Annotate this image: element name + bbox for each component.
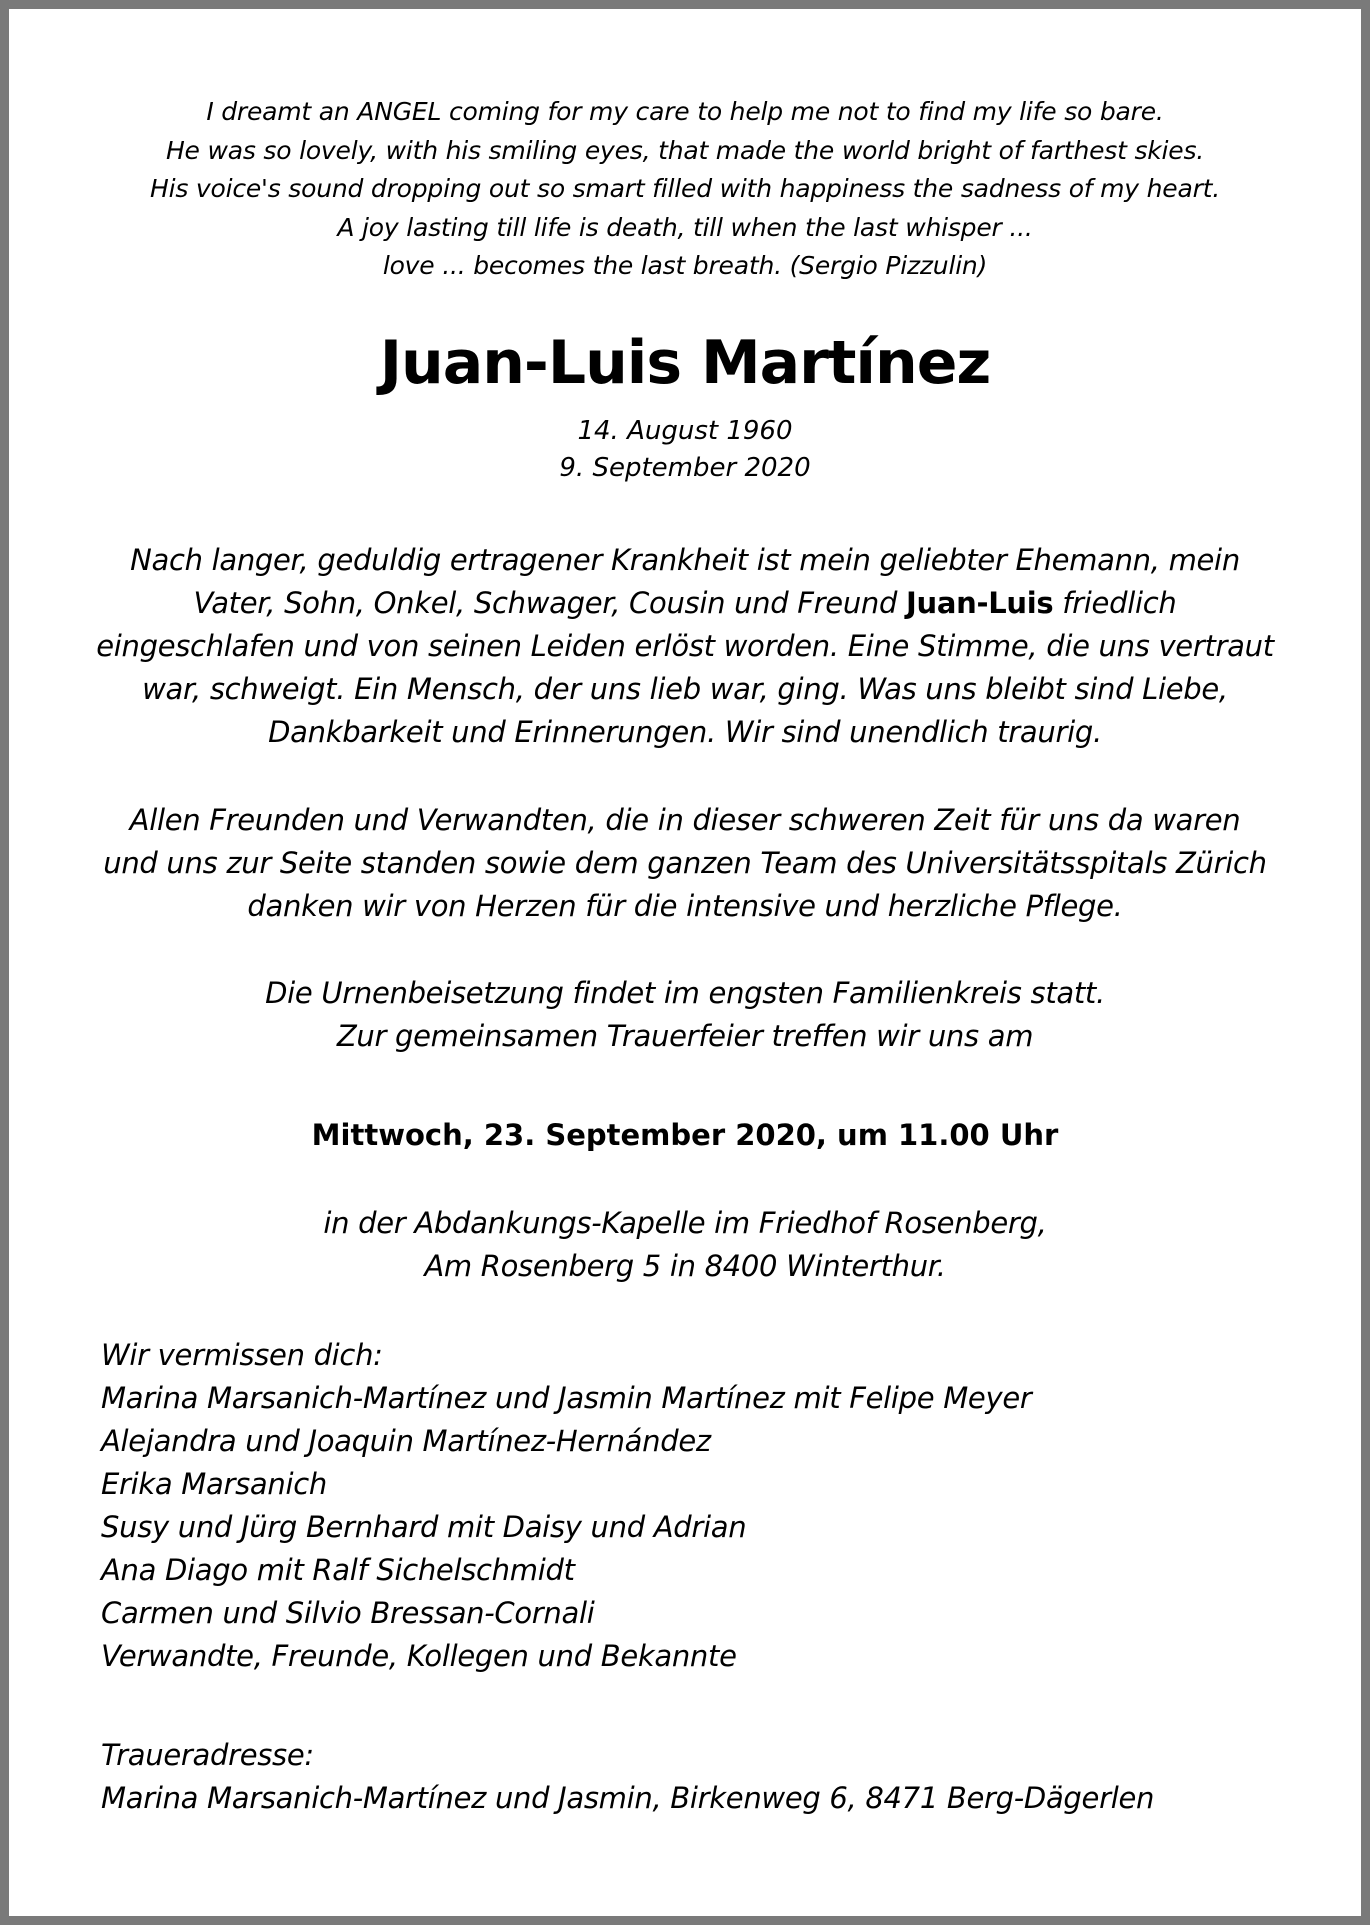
death-date: 9. September 2020 bbox=[559, 453, 811, 483]
mourner-entry: Erika Marsanich bbox=[101, 1467, 327, 1501]
mourner-entry: Marina Marsanich-Martínez und Jasmin Martínez mit Felipe Meyer bbox=[101, 1381, 1032, 1415]
poem-line: I dreamt an ANGEL coming for my care to help me not to find my life so bare. bbox=[206, 97, 1164, 126]
mourner-entry: Susy und Jürg Bernhard mit Daisy und Adrian bbox=[101, 1510, 747, 1544]
text-line: in der Abdankungs-Kapelle im Friedhof Rosenberg, bbox=[323, 1206, 1047, 1240]
poem-line: A joy lasting till life is death, till when the last whisper ... bbox=[337, 212, 1033, 242]
deceased-name: Juan-Luis Martínez bbox=[379, 328, 991, 398]
text-line bbox=[89, 582, 1281, 625]
poem-line: love ... becomes the last breath. (Sergio Pizzulin) bbox=[382, 251, 988, 280]
address-text: Marina Marsanich-Martínez und Jasmin, Birkenweg 6, 8471 Berg-Dägerlen bbox=[101, 1781, 1155, 1815]
mourner-entry: Verwandte, Freunde, Kollegen und Bekannte bbox=[101, 1639, 737, 1673]
ceremony-paragraph bbox=[89, 972, 1281, 1058]
poem-line: His voice's sound dropping out so smart filled with happiness the sadness of my heart. bbox=[149, 174, 1221, 203]
text-line: und uns zur Seite standen sowie dem ganzen Team des Universitätsspitals Zürich bbox=[103, 846, 1267, 880]
text-segment: Vater, Sohn, Onkel, Schwager, Cousin und Freund bbox=[193, 586, 907, 620]
mourner-entry: Ana Diago mit Ralf Sichelschmidt bbox=[101, 1553, 575, 1587]
ceremony-location bbox=[89, 1202, 1281, 1288]
poem bbox=[69, 93, 1301, 286]
text-line: Zur gemeinsamen Trauerfeier treffen wir uns am bbox=[336, 1019, 1034, 1053]
text-line: eingeschlafen und von seinen Leiden erlöst worden. Eine Stimme, die uns vertraut bbox=[96, 629, 1274, 663]
announcement-paragraph bbox=[89, 539, 1281, 754]
poem-line: He was so lovely, with his smiling eyes, that made the world bright of farthest skies. bbox=[165, 135, 1205, 165]
mourners-list bbox=[101, 1334, 1032, 1678]
text-line: Nach langer, geduldig ertragener Krankheit ist mein geliebter Ehemann, mein bbox=[130, 543, 1240, 577]
text-line: war, schweigt. Ein Mensch, der uns lieb war, ging. Was uns bleibt sind Liebe, bbox=[142, 672, 1228, 706]
text-line: Dankbarkeit und Erinnerungen. Wir sind unendlich traurig. bbox=[268, 715, 1102, 749]
mourner-entry: Alejandra und Joaquin Martínez-Hernández bbox=[101, 1424, 711, 1458]
text-segment: friedlich bbox=[1053, 586, 1177, 620]
thanks-paragraph bbox=[89, 799, 1281, 928]
mourners-heading: Wir vermissen dich: bbox=[101, 1338, 383, 1372]
mourner-entry: Carmen und Silvio Bressan-Cornali bbox=[101, 1596, 595, 1630]
deceased-first-name: Juan-Luis bbox=[906, 586, 1054, 620]
text-line: danken wir von Herzen für die intensive und herzliche Pflege. bbox=[247, 889, 1123, 923]
text-line: Die Urnenbeisetzung findet im engsten Familienkreis statt. bbox=[265, 976, 1105, 1010]
service-datetime: Mittwoch, 23. September 2020, um 11.00 Uhr bbox=[311, 1118, 1059, 1152]
mourning-address bbox=[101, 1734, 1154, 1820]
address-heading: Traueradresse: bbox=[101, 1738, 314, 1772]
life-dates bbox=[9, 413, 1361, 487]
birth-date: 14. August 1960 bbox=[577, 416, 793, 446]
text-line: Allen Freunden und Verwandten, die in dieser schweren Zeit für uns da waren bbox=[129, 803, 1241, 837]
text-line: Am Rosenberg 5 in 8400 Winterthur. bbox=[424, 1249, 946, 1283]
